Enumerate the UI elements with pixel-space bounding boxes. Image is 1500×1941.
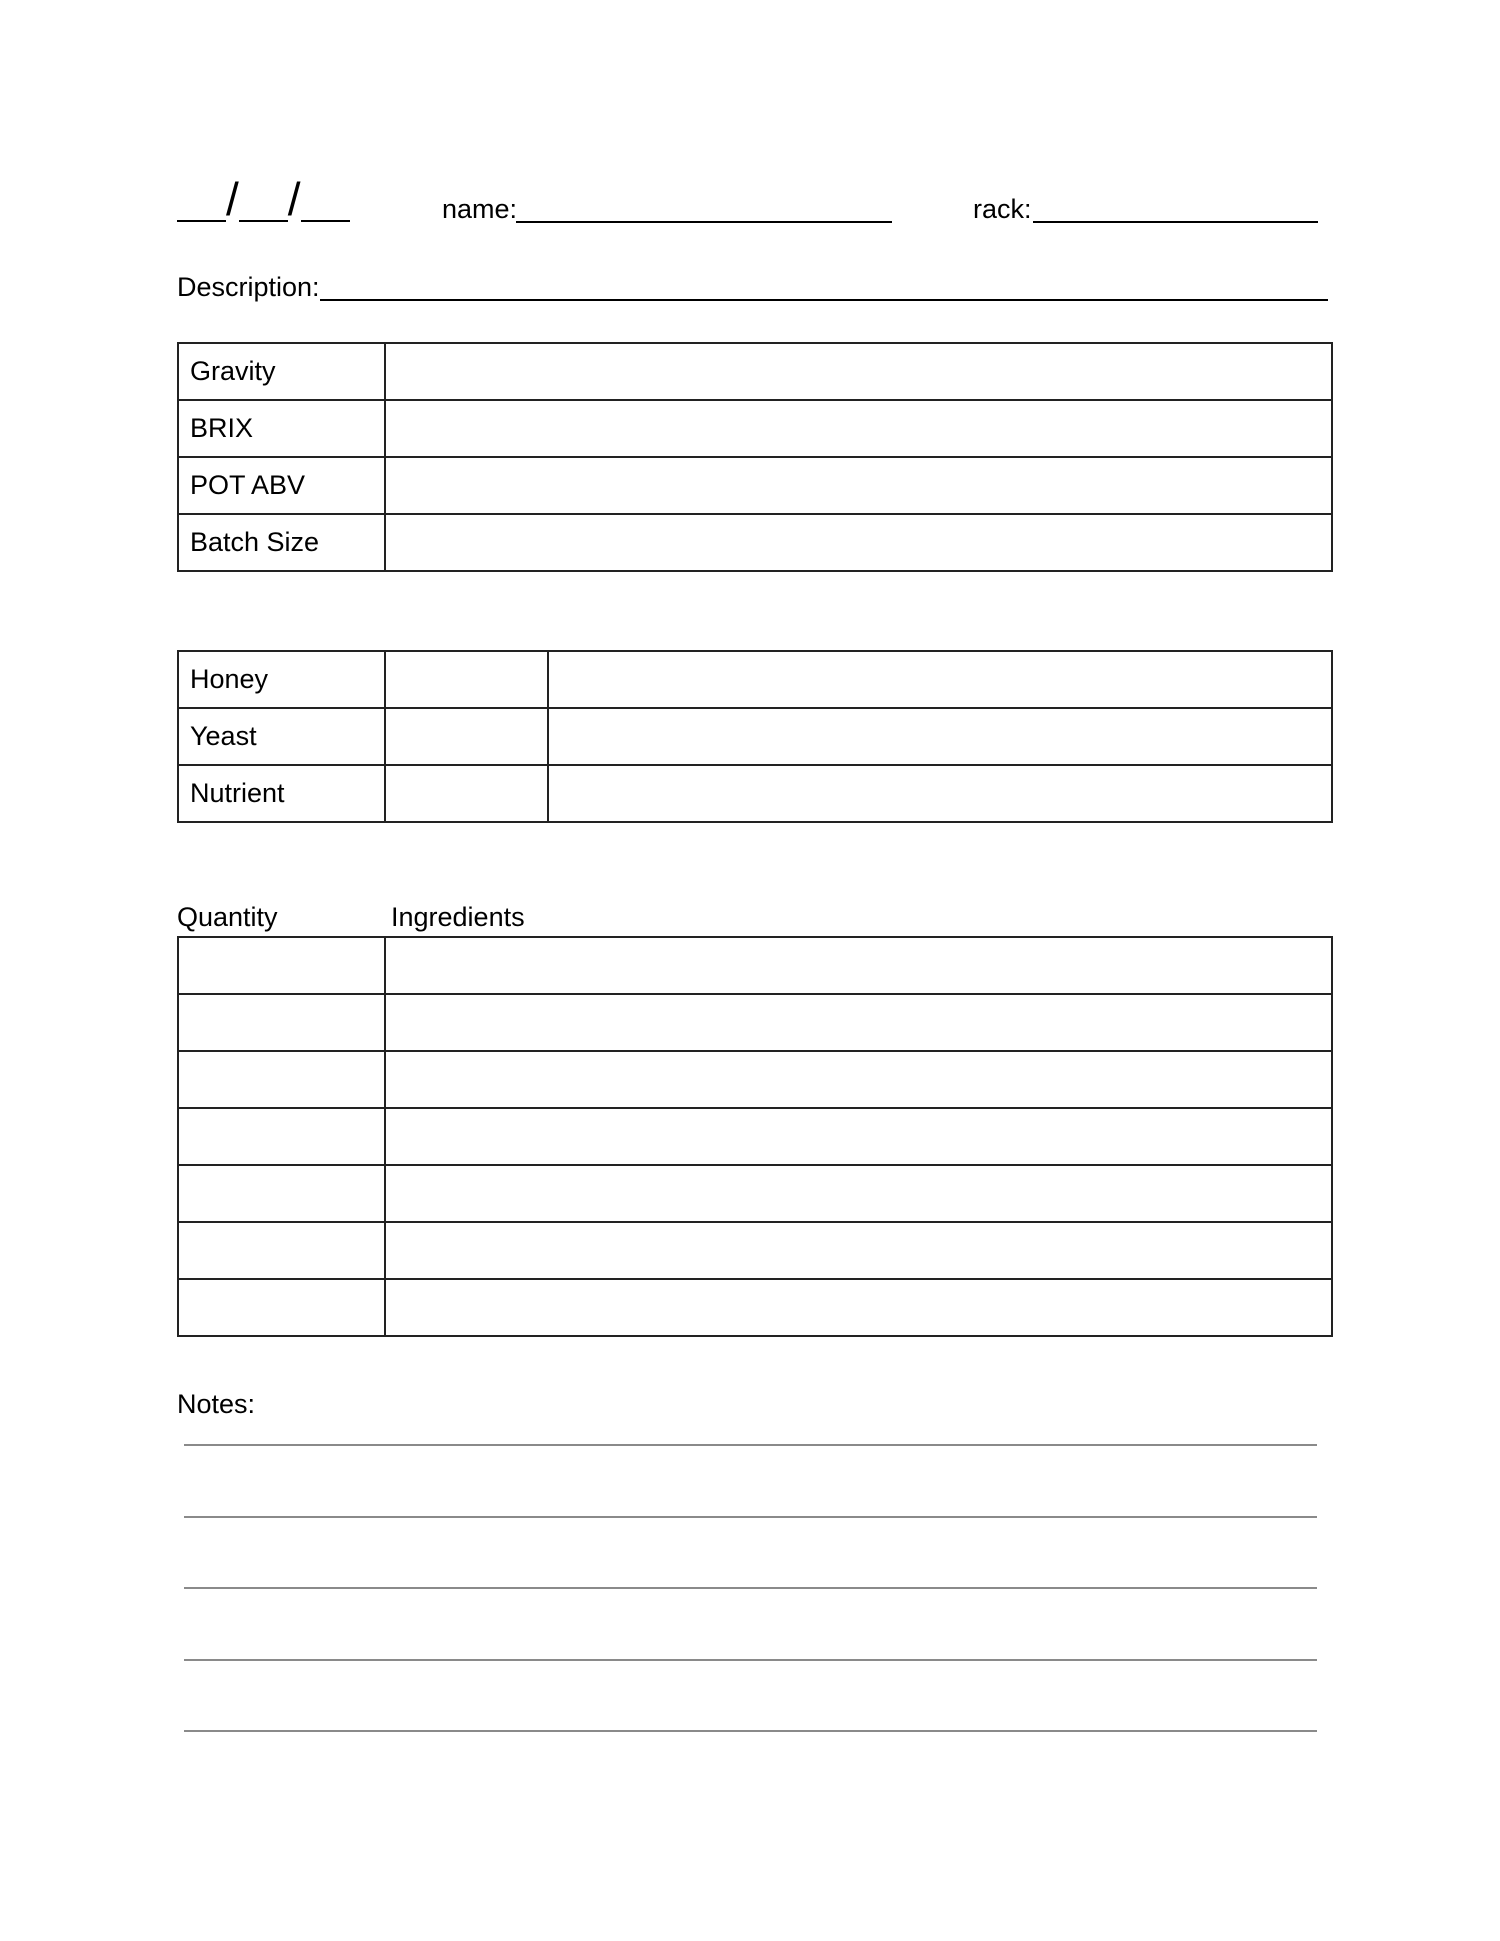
ingredients-header: Ingredients: [391, 902, 525, 932]
ingredient-cell[interactable]: [385, 1279, 1332, 1336]
quantity-cell[interactable]: [178, 994, 385, 1051]
measurements-table: [177, 342, 1333, 572]
quantity-cell[interactable]: [178, 1051, 385, 1108]
measurement-label: Batch Size: [178, 514, 385, 571]
date-day-blank[interactable]: [239, 180, 288, 222]
quantity-cell[interactable]: [178, 1165, 385, 1222]
measurement-label: Gravity: [178, 343, 385, 400]
quantity-cell[interactable]: [178, 1108, 385, 1165]
measurement-value-cell[interactable]: [385, 400, 1332, 457]
notes-line[interactable]: [184, 1587, 1317, 1589]
base-ingredient-amount-cell[interactable]: [385, 651, 548, 708]
table-row: [178, 651, 1332, 708]
measurement-value-cell[interactable]: [385, 514, 1332, 571]
quantity-cell[interactable]: [178, 937, 385, 994]
ingredient-cell[interactable]: [385, 937, 1332, 994]
name-label: name:: [442, 194, 518, 224]
measurement-value-cell[interactable]: [385, 457, 1332, 514]
table-row: [178, 1051, 1332, 1108]
base-ingredient-amount-cell[interactable]: [385, 765, 548, 822]
rack-field[interactable]: [1033, 221, 1318, 223]
measurement-label: POT ABV: [178, 457, 385, 514]
table-row: [178, 1108, 1332, 1165]
quantity-cell[interactable]: [178, 1279, 385, 1336]
notes-line[interactable]: [184, 1444, 1317, 1446]
base-ingredient-detail-cell[interactable]: [548, 651, 1332, 708]
table-row: [178, 1222, 1332, 1279]
base-ingredient-label: Nutrient: [178, 765, 385, 822]
date-year-blank[interactable]: [301, 180, 350, 222]
ingredient-cell[interactable]: [385, 1222, 1332, 1279]
date-slash: /: [287, 173, 301, 225]
table-row: [178, 343, 1332, 400]
notes-line[interactable]: [184, 1730, 1317, 1732]
base-ingredient-detail-cell[interactable]: [548, 765, 1332, 822]
base-ingredient-detail-cell[interactable]: [548, 708, 1332, 765]
ingredient-cell[interactable]: [385, 994, 1332, 1051]
table-row: [178, 400, 1332, 457]
table-row: [178, 1165, 1332, 1222]
table-row: [178, 514, 1332, 571]
description-label: Description:: [177, 272, 320, 302]
base-ingredient-label: Honey: [178, 651, 385, 708]
base-ingredient-amount-cell[interactable]: [385, 708, 548, 765]
base-ingredient-label: Yeast: [178, 708, 385, 765]
ingredient-cell[interactable]: [385, 1051, 1332, 1108]
measurement-value-cell[interactable]: [385, 343, 1332, 400]
notes-line[interactable]: [184, 1659, 1317, 1661]
quantity-cell[interactable]: [178, 1222, 385, 1279]
ingredient-cell[interactable]: [385, 1108, 1332, 1165]
date-field[interactable]: [177, 173, 350, 225]
quantity-header: Quantity: [177, 902, 278, 932]
rack-label: rack:: [973, 194, 1032, 224]
table-row: [178, 994, 1332, 1051]
table-row: [178, 937, 1332, 994]
date-slash: /: [226, 173, 239, 225]
ingredient-cell[interactable]: [385, 1165, 1332, 1222]
measurement-label: BRIX: [178, 400, 385, 457]
table-row: [178, 457, 1332, 514]
ingredients-table: [177, 936, 1333, 1337]
base-ingredients-table: [177, 650, 1333, 823]
description-field[interactable]: [320, 299, 1328, 301]
notes-line[interactable]: [184, 1516, 1317, 1518]
table-row: [178, 708, 1332, 765]
table-row: [178, 1279, 1332, 1336]
notes-label: Notes:: [177, 1389, 256, 1419]
table-row: [178, 765, 1332, 822]
date-month-blank[interactable]: [177, 180, 226, 222]
name-field[interactable]: [516, 221, 892, 223]
